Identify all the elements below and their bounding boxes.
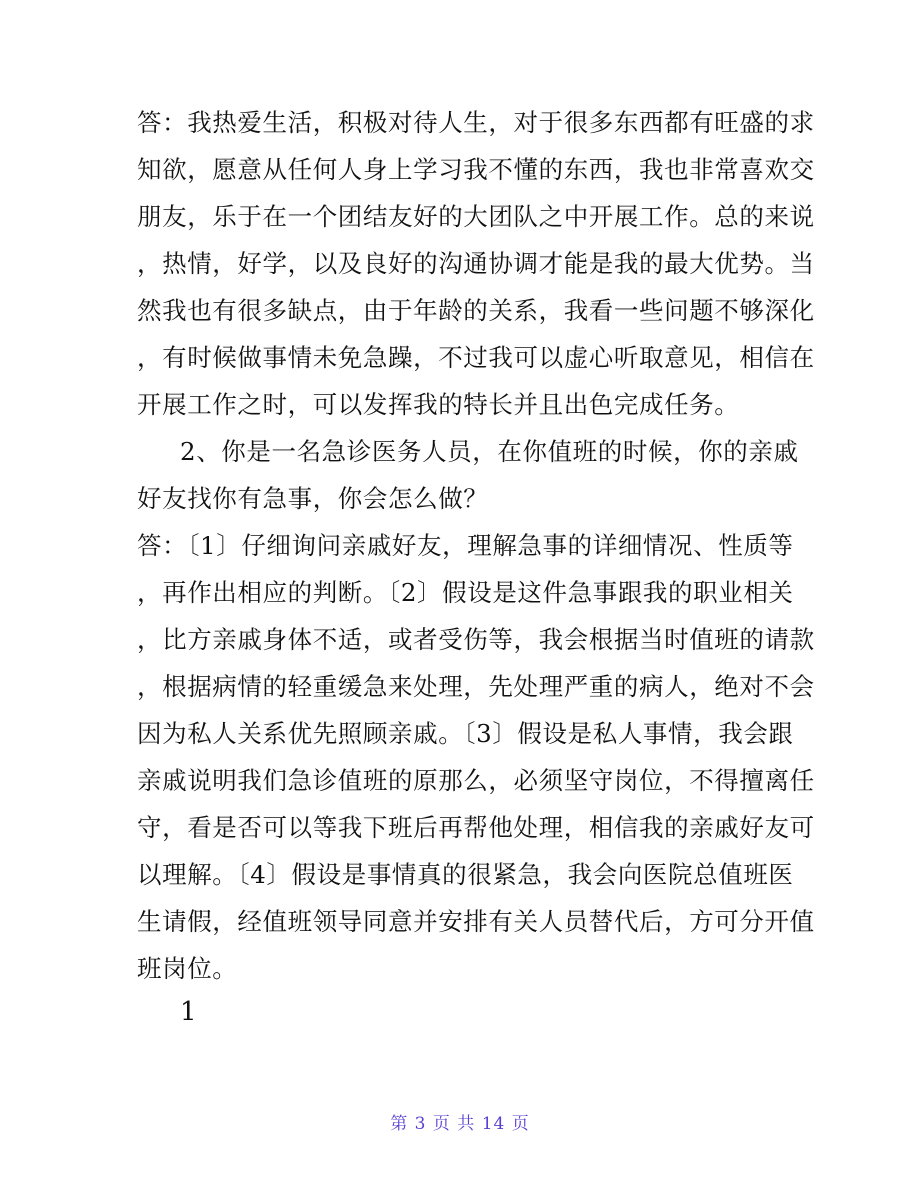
answer-line-8: 以理解。〔4〕假设是事情真的很紧急，我会向医院总值班医: [137, 860, 794, 889]
answer-line-7: 守，看是否可以等我下班后再帮他处理，相信我的亲戚好友可: [137, 813, 815, 842]
page-marker: 1: [180, 997, 197, 1027]
body-line-3: 朋友，乐于在一个团结友好的大团队之中开展工作。总的来说: [137, 202, 815, 231]
answer-line-6: 亲戚说明我们急诊值班的原那么，必须坚守岗位，不得擅离任: [137, 766, 815, 795]
answer-line-4: ，根据病情的轻重缓急来处理，先处理严重的病人，绝对不会: [137, 672, 815, 701]
answer-line-5: 因为私人关系优先照顾亲戚。〔3〕假设是私人事情，我会跟: [137, 719, 794, 748]
body-line-6: ，有时候做事情未免急躁，不过我可以虚心听取意见，相信在: [137, 343, 815, 372]
answer-line-2: ，再作出相应的判断。〔2〕假设是这件急事跟我的职业相关: [137, 578, 794, 607]
body-line-4: ，热情，好学，以及良好的沟通协调才能是我的最大优势。当: [137, 249, 815, 278]
answer-line-3: ，比方亲戚身体不适，或者受伤等，我会根据当时值班的请款: [137, 625, 815, 654]
answer-line-9: 生请假，经值班领导同意并安排有关人员替代后，方可分开值: [137, 907, 815, 936]
body-line-1: 答：我热爱生活，积极对待人生，对于很多东西都有旺盛的求: [137, 108, 815, 137]
answer-line-1: 答：〔1〕仔细询问亲戚好友，理解急事的详细情况、性质等: [137, 531, 794, 560]
answer-line-10: 班岗位。: [137, 954, 238, 983]
body-line-2: 知欲，愿意从任何人身上学习我不懂的东西，我也非常喜欢交: [137, 155, 815, 184]
question-line-1: 2、你是一名急诊医务人员，在你值班的时候，你的亲戚: [180, 437, 799, 466]
page-footer: 第 3 页 共 14 页: [390, 1114, 530, 1134]
body-line-7: 开展工作之时，可以发挥我的特长并且出色完成任务。: [137, 390, 740, 419]
body-line-5: 然我也有很多缺点，由于年龄的关系，我看一些问题不够深化: [137, 296, 815, 325]
question-line-2: 好友找你有急事，你会怎么做？: [137, 484, 489, 513]
